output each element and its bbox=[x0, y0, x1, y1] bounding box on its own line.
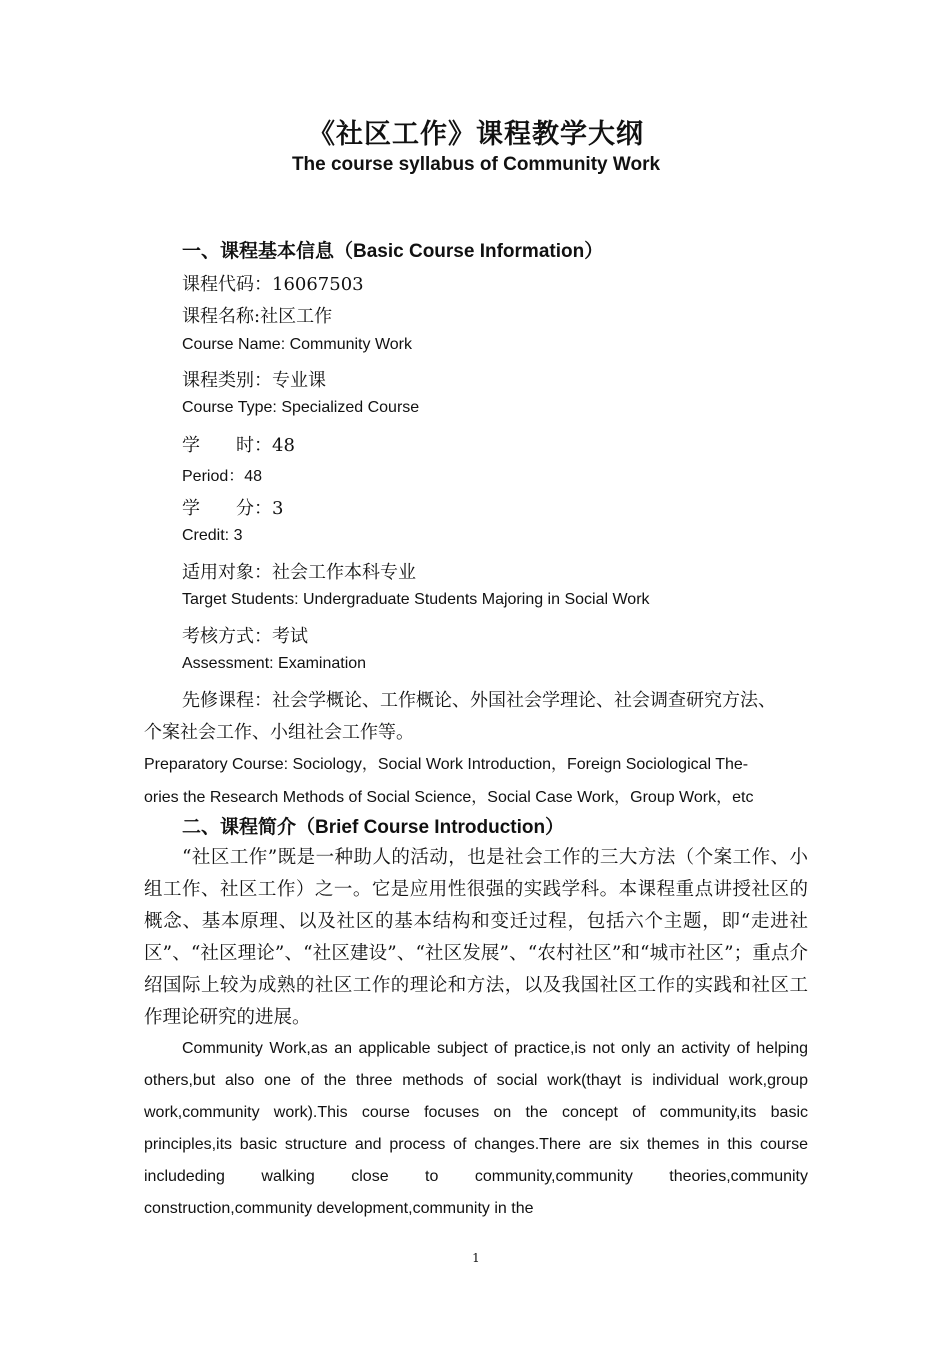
assessment-en: Assessment: Examination bbox=[182, 655, 367, 672]
prerequisites-cn-line2: 个案社会工作、小组社会工作等。 bbox=[144, 722, 414, 743]
target-students-cn: 适用对象：社会工作本科专业 bbox=[182, 562, 416, 583]
section-heading-brief-intro: 二、课程简介（Brief Course Introduction） bbox=[182, 817, 565, 838]
prerequisites-en-line2: ories the Research Methods of Social Science，Social Case Work，Group Work，etc bbox=[144, 789, 754, 806]
prerequisites-cn-line1: 先修课程：社会学概论、工作概论、外国社会学理论、社会调查研究方法、 bbox=[182, 690, 776, 711]
course-credit-en: Credit: 3 bbox=[182, 527, 243, 544]
course-hours-en: Period：48 bbox=[182, 468, 263, 485]
course-name-en: Course Name: Community Work bbox=[182, 336, 412, 353]
course-name-cn: 课程名称:社区工作 bbox=[182, 306, 333, 327]
course-credit-cn: 学 分：3 bbox=[182, 498, 284, 519]
intro-paragraph-en: Community Work,as an applicable subject of practice,is not only an activity of helping others,but also one of the three methods of social work(thayt is individual work,group work,community work).This course focuses on the concept of community,its basic principles,its basic structure and process of changes.There are six themes in this course includeding walking close to community,community theories,community construction,community development,community in the bbox=[144, 1040, 808, 1217]
document-title-en: The course syllabus of Community Work bbox=[291, 154, 661, 175]
course-type-cn: 课程类别：专业课 bbox=[182, 370, 326, 391]
course-code: 课程代码：16067503 bbox=[182, 274, 364, 295]
prerequisites-en-line1: Preparatory Course: Sociology，Social Work Introduction，Foreign Sociological The- bbox=[144, 756, 749, 773]
section-heading-basic-info: 一、课程基本信息（Basic Course Information） bbox=[182, 241, 604, 262]
course-hours-cn: 学 时：48 bbox=[182, 435, 295, 456]
intro-paragraph-cn: “社区工作”既是一种助人的活动，也是社会工作的三大方法（个案工作、小组工作、社区工作）之一。它是应用性很强的实践学科。本课程重点讲授社区的概念、基本原理、以及社区的基本结构和变迁过程，包括六个主题，即“走进社区”、“社区理论”、“社区建设”、“社区发展”、“农村社区”和“城市社区”；重点介绍国际上较为成熟的社区工作的理论和方法，以及我国社区工作的实践和社区工作理论研究的进展。 bbox=[144, 847, 808, 1028]
document-title-cn: 《社区工作》课程教学大纲 bbox=[308, 119, 644, 150]
target-students-en: Target Students: Undergraduate Students Majoring in Social Work bbox=[182, 591, 650, 608]
page-number: 1 bbox=[472, 1251, 480, 1265]
assessment-cn: 考核方式：考试 bbox=[182, 626, 308, 647]
course-type-en: Course Type: Specialized Course bbox=[182, 399, 420, 416]
